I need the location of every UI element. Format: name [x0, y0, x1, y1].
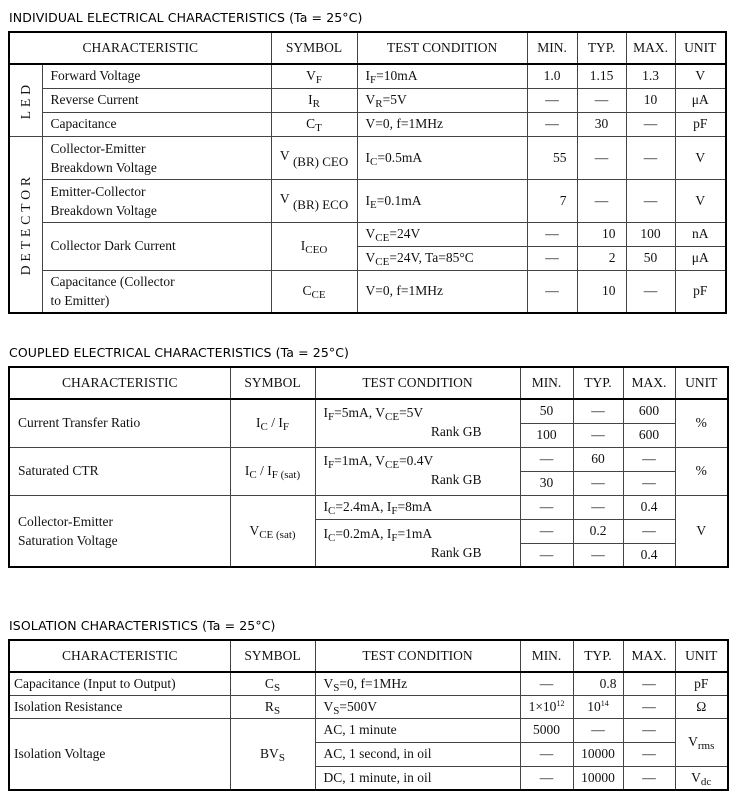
- header-max: MAX.: [623, 367, 675, 399]
- unit-cell: pF: [675, 112, 726, 136]
- unit-cell: nA: [675, 222, 726, 246]
- max-cell: —: [623, 695, 675, 718]
- typ-cell: —: [573, 471, 623, 495]
- test-condition-cell: DC, 1 minute, in oil: [315, 766, 520, 790]
- table-header-row: [9, 367, 728, 399]
- table-row: [9, 718, 728, 742]
- typ-cell: —: [573, 543, 623, 567]
- typ-cell: —: [577, 179, 626, 222]
- test-condition-cell: $I_C=0.2mA$, $I_F=1mA$ Rank GB: [315, 519, 520, 567]
- typ-cell: —: [577, 136, 626, 179]
- table-row: [9, 112, 726, 136]
- symbol-cell: $R_S$: [230, 695, 315, 718]
- coupled-characteristics-table: [8, 366, 729, 568]
- min-cell: 30: [520, 471, 573, 495]
- characteristic-cell: Current Transfer Ratio: [9, 399, 230, 447]
- characteristic-cell: Capacitance: [42, 112, 271, 136]
- min-cell: —: [520, 447, 573, 471]
- max-cell: 50: [626, 246, 675, 270]
- symbol-cell: $I_C / I_F$: [230, 399, 315, 447]
- test-condition-cell: $V_{CE}=24V$, Ta=85°C: [357, 246, 527, 270]
- characteristic-cell: Saturated CTR: [9, 447, 230, 495]
- min-cell: —: [520, 766, 573, 790]
- unit-cell: $V_{rms}$: [675, 718, 728, 766]
- unit-cell: V: [675, 495, 728, 567]
- max-cell: —: [623, 672, 675, 695]
- min-cell: —: [520, 543, 573, 567]
- max-cell: —: [623, 471, 675, 495]
- symbol-cell: $I_R$: [271, 88, 357, 112]
- unit-cell: Ω: [675, 695, 728, 718]
- header-unit: UNIT: [675, 640, 728, 672]
- unit-cell: %: [675, 399, 728, 447]
- symbol-cell: $I_C / I_{F (sat)}$: [230, 447, 315, 495]
- characteristic-cell: Reverse Current: [42, 88, 271, 112]
- header-max: MAX.: [623, 640, 675, 672]
- table-row: [9, 495, 728, 519]
- typ-cell: 10: [577, 222, 626, 246]
- max-cell: 0.4: [623, 543, 675, 567]
- symbol-cell: $I_{CEO}$: [271, 222, 357, 270]
- unit-cell: $V_{dc}$: [675, 766, 728, 790]
- unit-cell: pF: [675, 672, 728, 695]
- unit-cell: V: [675, 64, 726, 88]
- max-cell: 600: [623, 423, 675, 447]
- header-min: MIN.: [520, 640, 573, 672]
- typ-cell: 10000: [573, 766, 623, 790]
- unit-cell: V: [675, 179, 726, 222]
- characteristic-cell: Emitter-Collector Breakdown Voltage: [42, 179, 271, 222]
- min-cell: 7: [527, 179, 577, 222]
- characteristic-cell: Collector-Emitter Breakdown Voltage: [42, 136, 271, 179]
- test-condition-cell: $I_F=5mA$, $V_{CE}=5V$ Rank GB: [315, 399, 520, 447]
- test-condition-cell: $V_S=0$, f=1MHz: [315, 672, 520, 695]
- rank-label: Rank GB: [430, 424, 482, 439]
- rank-label: Rank GB: [430, 544, 482, 560]
- min-cell: —: [527, 246, 577, 270]
- group-label-led: LED: [9, 64, 42, 136]
- characteristic-cell: Capacitance (Input to Output): [9, 672, 230, 695]
- table-row: [9, 270, 726, 313]
- header-test-condition: TEST CONDITION: [315, 367, 520, 399]
- min-cell: 55: [527, 136, 577, 179]
- table-header-row: [9, 640, 728, 672]
- header-min: MIN.: [527, 32, 577, 64]
- test-condition-cell: $I_C=0.5mA$: [357, 136, 527, 179]
- table-row: [9, 399, 728, 423]
- header-symbol: SYMBOL: [230, 367, 315, 399]
- unit-cell: μA: [675, 246, 726, 270]
- min-cell: —: [520, 519, 573, 543]
- symbol-cell: $V_{CE (sat)}$: [230, 495, 315, 567]
- test-condition-cell: $V_{CE}=24V$: [357, 222, 527, 246]
- symbol-cell: $BV_S$: [230, 718, 315, 790]
- characteristic-cell: Forward Voltage: [42, 64, 271, 88]
- characteristic-cell: Capacitance (Collector to Emitter): [42, 270, 271, 313]
- typ-cell: 2: [577, 246, 626, 270]
- max-cell: —: [623, 718, 675, 742]
- typ-cell: —: [573, 399, 623, 423]
- typ-cell: —: [573, 718, 623, 742]
- max-cell: —: [623, 519, 675, 543]
- table-row: [9, 695, 728, 718]
- min-cell: —: [527, 112, 577, 136]
- min-cell: 100: [520, 423, 573, 447]
- coupled-section-title: COUPLED ELECTRICAL CHARACTERISTICS (Ta = 25°C): [9, 345, 350, 360]
- max-cell: 600: [623, 399, 675, 423]
- table-row: [9, 179, 726, 222]
- header-characteristic: CHARACTERISTIC: [9, 367, 230, 399]
- min-cell: 1.0: [527, 64, 577, 88]
- typ-cell: 0.2: [573, 519, 623, 543]
- test-condition-cell: $V_R=5V$: [357, 88, 527, 112]
- isolation-characteristics-table: [8, 639, 729, 791]
- max-cell: —: [623, 766, 675, 790]
- test-condition-cell: AC, 1 minute: [315, 718, 520, 742]
- min-cell: —: [520, 672, 573, 695]
- header-min: MIN.: [520, 367, 573, 399]
- min-cell: —: [527, 270, 577, 313]
- test-condition-cell: $V_S=500V$: [315, 695, 520, 718]
- header-unit: UNIT: [675, 367, 728, 399]
- max-cell: 1.3: [626, 64, 675, 88]
- max-cell: —: [626, 136, 675, 179]
- typ-cell: 0.8: [573, 672, 623, 695]
- header-symbol: SYMBOL: [271, 32, 357, 64]
- max-cell: 100: [626, 222, 675, 246]
- max-cell: —: [626, 112, 675, 136]
- characteristic-cell: Collector Dark Current: [42, 222, 271, 270]
- table-header-row: [9, 32, 726, 64]
- unit-cell: μA: [675, 88, 726, 112]
- typ-cell: —: [577, 88, 626, 112]
- table-row: [9, 136, 726, 179]
- header-characteristic: CHARACTERISTIC: [9, 640, 230, 672]
- min-cell: 50: [520, 399, 573, 423]
- header-symbol: SYMBOL: [230, 640, 315, 672]
- test-condition-cell: V=0, f=1MHz: [357, 270, 527, 313]
- test-condition-cell: $I_F=1mA$, $V_{CE}=0.4V$ Rank GB: [315, 447, 520, 495]
- max-cell: 0.4: [623, 495, 675, 519]
- isolation-section-title: ISOLATION CHARACTERISTICS (Ta = 25°C): [9, 618, 276, 633]
- typ-cell: 1.15: [577, 64, 626, 88]
- characteristic-cell: Isolation Resistance: [9, 695, 230, 718]
- min-cell: 5000: [520, 718, 573, 742]
- header-typ: TYP.: [573, 640, 623, 672]
- rank-label: Rank GB: [430, 471, 482, 487]
- group-label-detector: DETECTOR: [9, 136, 42, 313]
- min-cell: —: [527, 88, 577, 112]
- typ-cell: —: [573, 495, 623, 519]
- unit-cell: %: [675, 447, 728, 495]
- min-cell: —: [520, 495, 573, 519]
- header-unit: UNIT: [675, 32, 726, 64]
- typ-cell: $10^{14}$: [573, 695, 623, 718]
- header-typ: TYP.: [573, 367, 623, 399]
- symbol-cell: $C_S$: [230, 672, 315, 695]
- test-condition-cell: $I_C=2.4mA$, $I_F=8mA$: [315, 495, 520, 519]
- symbol-cell: $V_F$: [271, 64, 357, 88]
- unit-cell: V: [675, 136, 726, 179]
- typ-cell: 60: [573, 447, 623, 471]
- typ-cell: 10000: [573, 742, 623, 766]
- characteristic-cell: Isolation Voltage: [9, 718, 230, 790]
- individual-characteristics-table: [8, 31, 727, 314]
- symbol-cell: V $_{(BR) CEO}$: [271, 136, 357, 179]
- header-characteristic: CHARACTERISTIC: [9, 32, 271, 64]
- min-cell: —: [527, 222, 577, 246]
- max-cell: —: [626, 179, 675, 222]
- header-max: MAX.: [626, 32, 675, 64]
- test-condition-cell: AC, 1 second, in oil: [315, 742, 520, 766]
- max-cell: —: [623, 447, 675, 471]
- typ-cell: 10: [577, 270, 626, 313]
- table-row: [9, 64, 726, 88]
- unit-cell: pF: [675, 270, 726, 313]
- header-typ: TYP.: [577, 32, 626, 64]
- max-cell: —: [623, 742, 675, 766]
- table-row: [9, 88, 726, 112]
- symbol-cell: V $_{(BR) ECO}$: [271, 179, 357, 222]
- max-cell: 10: [626, 88, 675, 112]
- table-row: [9, 222, 726, 246]
- symbol-cell: $C_T$: [271, 112, 357, 136]
- table-row: [9, 672, 728, 695]
- individual-section-title: INDIVIDUAL ELECTRICAL CHARACTERISTICS (Ta = 25°C): [9, 10, 363, 25]
- header-test-condition: TEST CONDITION: [315, 640, 520, 672]
- header-test-condition: TEST CONDITION: [357, 32, 527, 64]
- table-row: [9, 447, 728, 471]
- symbol-cell: $C_{CE}$: [271, 270, 357, 313]
- min-cell: $1\times 10^{12}$: [520, 695, 573, 718]
- min-cell: —: [520, 742, 573, 766]
- test-condition-cell: $I_E=0.1mA$: [357, 179, 527, 222]
- test-condition-cell: V=0, f=1MHz: [357, 112, 527, 136]
- characteristic-cell: Collector-Emitter Saturation Voltage: [9, 495, 230, 567]
- typ-cell: —: [573, 423, 623, 447]
- typ-cell: 30: [577, 112, 626, 136]
- test-condition-cell: $I_F=10mA$: [357, 64, 527, 88]
- max-cell: —: [626, 270, 675, 313]
